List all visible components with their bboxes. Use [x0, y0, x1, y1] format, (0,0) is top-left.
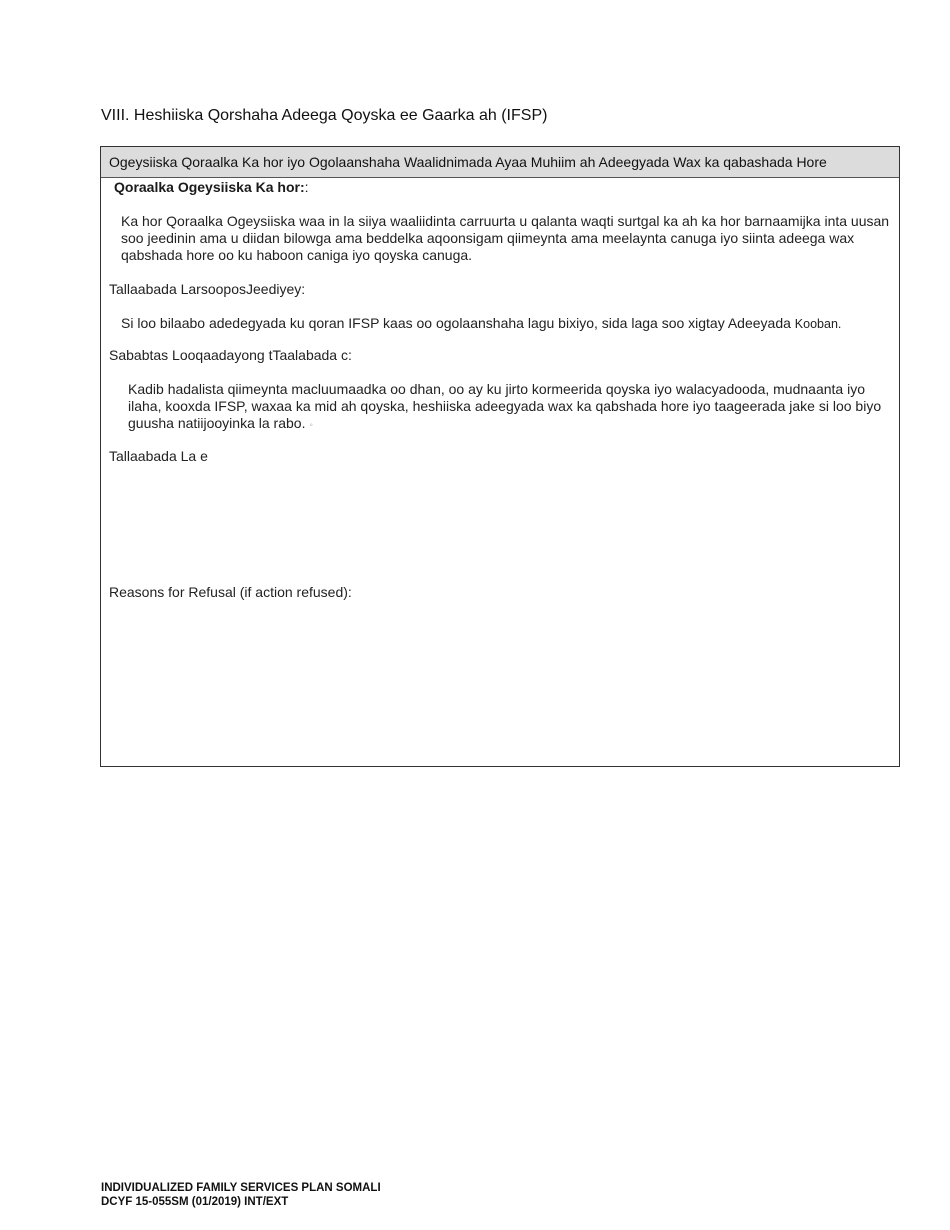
- proposed-action-text-end: Kooban.: [794, 317, 842, 331]
- form-footer: [101, 1181, 381, 1209]
- reasons-text: Kadib hadalista qiimeynta macluumaadka oo dhan, oo ay ku jirto kormeerida qoyska iyo walacyadooda, mudnaanta iyo ilaha, kooxda IFSP, waxaa ka mid ah qoyska, heshiiska adeegyada wax ka qabshada hore iyo taageerada jake si loo biyo guusha natiijooyinka la rabo.: [128, 381, 882, 431]
- refusal-reasons-label: Reasons for Refusal (if action refused):: [109, 584, 352, 600]
- refused-action-label: Tallaabada La e: [109, 448, 208, 464]
- reasons-label: Sababtas Looqaadayong tTaalabada c:: [109, 347, 352, 363]
- intro-paragraph: Ka hor Qoraalka Ogeysiiska waa in la siiya waaliidinta carruurta u qalanta waqti surtgal ka ah ka hor barnaamijka inta uusan soo jeedinin ama u diidan bilowga ama beddelka aqoonsigam qiimeynta ama meelaynta canuga iyo siinta adeega wax qabshada hore oo ku haboon caniga iyo qoyska canuga.: [121, 213, 890, 263]
- reasons-paragraph: [128, 381, 894, 434]
- subheading-suffix: :: [304, 179, 309, 195]
- prior-notice-subheading: [114, 179, 309, 195]
- proposed-action-label: Tallaabada LarsooposJeediyey:: [109, 281, 306, 297]
- reasons-mark: ◦: [309, 420, 313, 431]
- proposed-action-text-main: Si loo bilaabo adedegyada ku qoran IFSP kaas oo ogolaanshaha lagu bixiyo, sida laga soo xigtay Adeeyada: [121, 315, 791, 331]
- box-header: Ogeysiiska Qoraalka Ka hor iyo Ogolaanshaha Waalidnimada Ayaa Muhiim ah Adeegyada Wax ka qabashada Hore: [101, 147, 899, 178]
- prior-notice-box: [100, 146, 900, 767]
- subheading-text: Qoraalka Ogeysiiska Ka hor:: [114, 179, 305, 195]
- section-title: VIII. Heshiiska Qorshaha Adeega Qoyska ee Gaarka ah (IFSP): [101, 107, 548, 124]
- footer-form-number: DCYF 15-055SM (01/2019) INT/EXT: [101, 1196, 289, 1208]
- footer-title: INDIVIDUALIZED FAMILY SERVICES PLAN SOMALI: [101, 1182, 381, 1194]
- proposed-action-text: [121, 315, 896, 333]
